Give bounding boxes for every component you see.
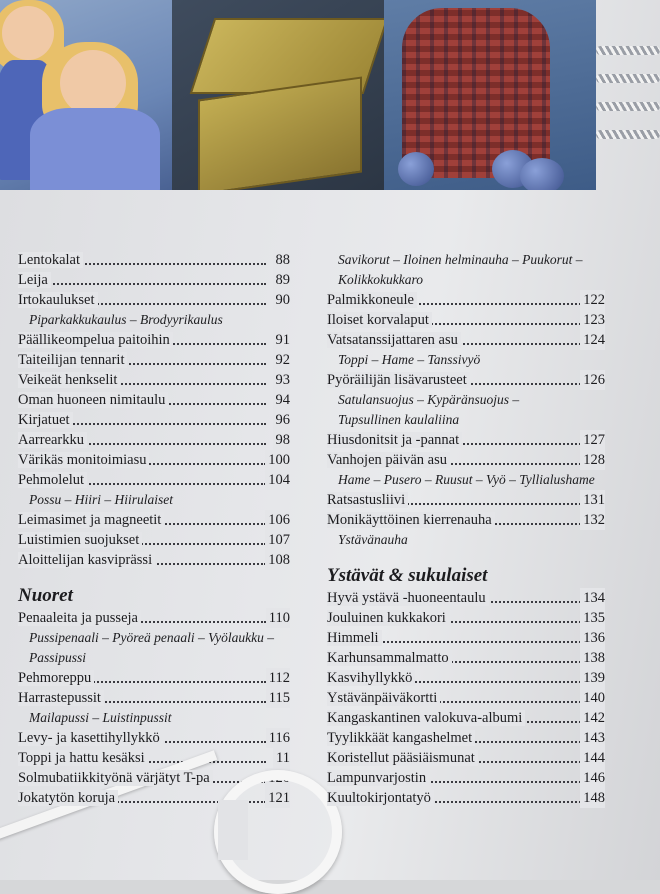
toc-entry-title: Kuultokirjontatyö	[327, 790, 434, 806]
toc-entry-title: Himmeli	[327, 630, 382, 646]
dolls-photo	[0, 0, 172, 190]
toc-entry	[327, 748, 605, 768]
toc-entry	[327, 668, 605, 688]
toc-entry-title: Päällikeompelua paitoihin	[18, 332, 173, 348]
toc-entry	[18, 390, 290, 410]
toc-subentry: Toppi – Hame – Tanssivyö	[338, 352, 481, 367]
toc-entry-title: Ratsastusliivi	[327, 492, 408, 508]
toc-entry	[18, 668, 290, 688]
toc-page-number: 104	[265, 470, 290, 490]
toc-entry-title: Leimasimet ja magneetit	[18, 512, 164, 528]
toc-entry-title: Palmikkoneule	[327, 292, 417, 308]
toc-entry-title: Karhunsammalmatto	[327, 650, 452, 666]
toc-entry	[18, 510, 290, 530]
toc-page-number: 132	[580, 510, 605, 530]
toc-entry	[327, 628, 605, 648]
toc-page-number: 98	[273, 430, 291, 450]
section-heading: Nuoret	[18, 585, 73, 606]
toc-entry	[18, 370, 290, 390]
toc-page-number: 127	[580, 430, 605, 450]
toc-entry	[18, 608, 290, 628]
toc-entry-title: Taiteilijan tennarit	[18, 352, 127, 368]
toc-subentry: Tupsullinen kaulaliina	[338, 412, 460, 427]
toc-entry-title: Pyöräilijän lisävarusteet	[327, 372, 470, 388]
toc-entry	[18, 530, 290, 550]
toc-page-number: 92	[273, 350, 291, 370]
toc-entry-title: Leija	[18, 272, 51, 288]
toc-entry	[327, 330, 605, 350]
toc-page-number: 142	[580, 708, 605, 728]
toc-right-column	[327, 250, 605, 808]
toc-page-number: 106	[265, 510, 290, 530]
toc-page-number: 144	[580, 748, 605, 768]
toc-entry	[327, 688, 605, 708]
backpack-photo	[384, 0, 596, 190]
toc-page-number: 116	[266, 728, 290, 748]
toc-page-number: 88	[273, 250, 291, 270]
toc-entry-title: Koristellut pääsiäismunat	[327, 750, 478, 766]
toc-entry-title: Tyylikkäät kangashelmet	[327, 730, 475, 746]
toc-page-number: 136	[580, 628, 605, 648]
toc-page-number: 110	[266, 608, 290, 628]
toc-entry	[327, 370, 605, 390]
toc-entry-title: Iloiset korvalaput	[327, 312, 432, 328]
toc-entry-title: Kirjatuet	[18, 412, 73, 428]
toc-page-number: 138	[580, 648, 605, 668]
section-gap	[327, 550, 605, 564]
toc-page-number: 139	[580, 668, 605, 688]
toc-entry-title: Hiusdonitsit ja -pannat	[327, 432, 462, 448]
toc-entry	[18, 350, 290, 370]
toc-page-number: 123	[580, 310, 605, 330]
toc-entry-title: Jouluinen kukkakori	[327, 610, 449, 626]
toc-subentry: Passipussi	[29, 650, 87, 665]
toc-page-number: 143	[580, 728, 605, 748]
section-heading: Ystävät & sukulaiset	[327, 565, 488, 586]
toc-entry	[18, 550, 290, 570]
toc-entry-title: Pehmoreppu	[18, 670, 94, 686]
toc-entry	[327, 510, 605, 530]
toc-entry-title: Monikäyttöinen kierrenauha	[327, 512, 495, 528]
toc-subentry: Pussipenaali – Pyöreä penaali – Vyölaukku –	[29, 630, 274, 645]
toc-page-number: 140	[580, 688, 605, 708]
toc-entry-title: Ystävänpäiväkortti	[327, 690, 440, 706]
toc-page-number: 100	[265, 450, 290, 470]
toc-entry	[18, 748, 290, 768]
toc-entry	[327, 788, 605, 808]
toc-entry-title: Lentokalat	[18, 252, 83, 268]
toc-page-number: 126	[580, 370, 605, 390]
toc-entry	[18, 728, 290, 748]
toc-page-number: 90	[273, 290, 291, 310]
toc-entry	[18, 330, 290, 350]
toc-page-number: 11	[273, 748, 290, 768]
toc-page-number: 115	[266, 688, 290, 708]
toc-subentry: Piparkakkukaulus – Brodyyrikaulus	[29, 312, 223, 327]
toc-page-number: 120	[265, 768, 290, 788]
toc-page-number: 91	[273, 330, 291, 350]
toc-entry	[327, 648, 605, 668]
toc-entry	[18, 430, 290, 450]
toc-subentry: Hame – Pusero – Ruusut – Vyö – Tyllialushame	[338, 472, 595, 487]
toc-page-number: 121	[265, 788, 290, 808]
toc-entry-title: Vatsatanssijattaren asu	[327, 332, 461, 348]
toc-subentry: Ystävänauha	[338, 532, 408, 547]
toc-page-number: 148	[580, 788, 605, 808]
toc-subentry: Kolikkokukkaro	[338, 272, 423, 287]
toc-entry	[18, 250, 290, 270]
toc-subentry: Savikorut – Iloinen helminauha – Puukorut –	[338, 252, 583, 267]
toc-entry-title: Vanhojen päivän asu	[327, 452, 450, 468]
toc-entry	[327, 768, 605, 788]
toc-entry	[327, 490, 605, 510]
toc-page-number: 135	[580, 608, 605, 628]
rope-decoration	[596, 46, 660, 55]
section-gap	[18, 570, 290, 584]
toc-entry	[327, 310, 605, 330]
toc-entry-title: Luistimien suojukset	[18, 532, 142, 548]
toc-entry	[327, 708, 605, 728]
toc-entry-title: Pehmolelut	[18, 472, 87, 488]
toc-entry-title: Oman huoneen nimitaulu	[18, 392, 168, 408]
toc-page-number: 96	[273, 410, 291, 430]
toc-entry-title: Irtokaulukset	[18, 292, 98, 308]
toc-entry	[18, 410, 290, 430]
toc-page-number: 94	[273, 390, 291, 410]
toc-page-number: 131	[580, 490, 605, 510]
toc-entry-title: Kangaskantinen valokuva-albumi	[327, 710, 525, 726]
toc-entry-title: Aarrearkku	[18, 432, 87, 448]
toc-entry-title: Aloittelijan kasviprässi	[18, 552, 155, 568]
toc-page-number: 128	[580, 450, 605, 470]
toc-entry-title: Solmubatiikkityönä värjätyt T-pa	[18, 770, 213, 786]
toc-entry-title: Kasvihyllykkö	[327, 670, 415, 686]
toc-page-number: 108	[265, 550, 290, 570]
toc-page-number: 134	[580, 588, 605, 608]
toc-entry-title: Jokatytön koruja	[18, 790, 118, 806]
toc-entry-title: Lampunvarjostin	[327, 770, 429, 786]
toc-page-number: 124	[580, 330, 605, 350]
toc-left-column	[18, 250, 290, 808]
photo-strip	[0, 0, 596, 190]
toc-entry-title: Harrastepussit	[18, 690, 104, 706]
toc-entry-title: Toppi ja hattu kesäksi	[18, 750, 148, 766]
toc-page-number: 112	[266, 668, 290, 688]
toc-subentry: Possu – Hiiri – Hiirulaiset	[29, 492, 174, 507]
toc-entry	[18, 270, 290, 290]
toc-entry-title: Värikäs monitoimiasu	[18, 452, 149, 468]
toc-entry	[327, 588, 605, 608]
toc-page-number: 146	[580, 768, 605, 788]
toc-page-number: 122	[580, 290, 605, 310]
toc-entry	[18, 470, 290, 490]
toc-entry-title: Levy- ja kasettihyllykkö	[18, 730, 163, 746]
toc-entry	[327, 608, 605, 628]
toc-entry	[18, 688, 290, 708]
toc-entry	[327, 430, 605, 450]
dot-leader	[18, 283, 266, 285]
toc-entry	[18, 290, 290, 310]
toc-entry	[327, 290, 605, 310]
toc-page-number: 107	[265, 530, 290, 550]
toc-page-number: 93	[273, 370, 291, 390]
globe-box-photo	[172, 0, 384, 190]
toc-entry	[327, 450, 605, 470]
toc-entry-title: Hyvä ystävä -huoneentaulu	[327, 590, 489, 606]
toc-subentry: Mailapussi – Luistinpussit	[29, 710, 172, 725]
toc-entry-title: Veikeät henkselit	[18, 372, 120, 388]
toc-subentry: Satulansuojus – Kypäränsuojus –	[338, 392, 520, 407]
toc-entry-title: Penaaleita ja pusseja	[18, 610, 141, 626]
toc-entry	[18, 450, 290, 470]
toc-page-number: 89	[273, 270, 291, 290]
toc-entry	[327, 728, 605, 748]
